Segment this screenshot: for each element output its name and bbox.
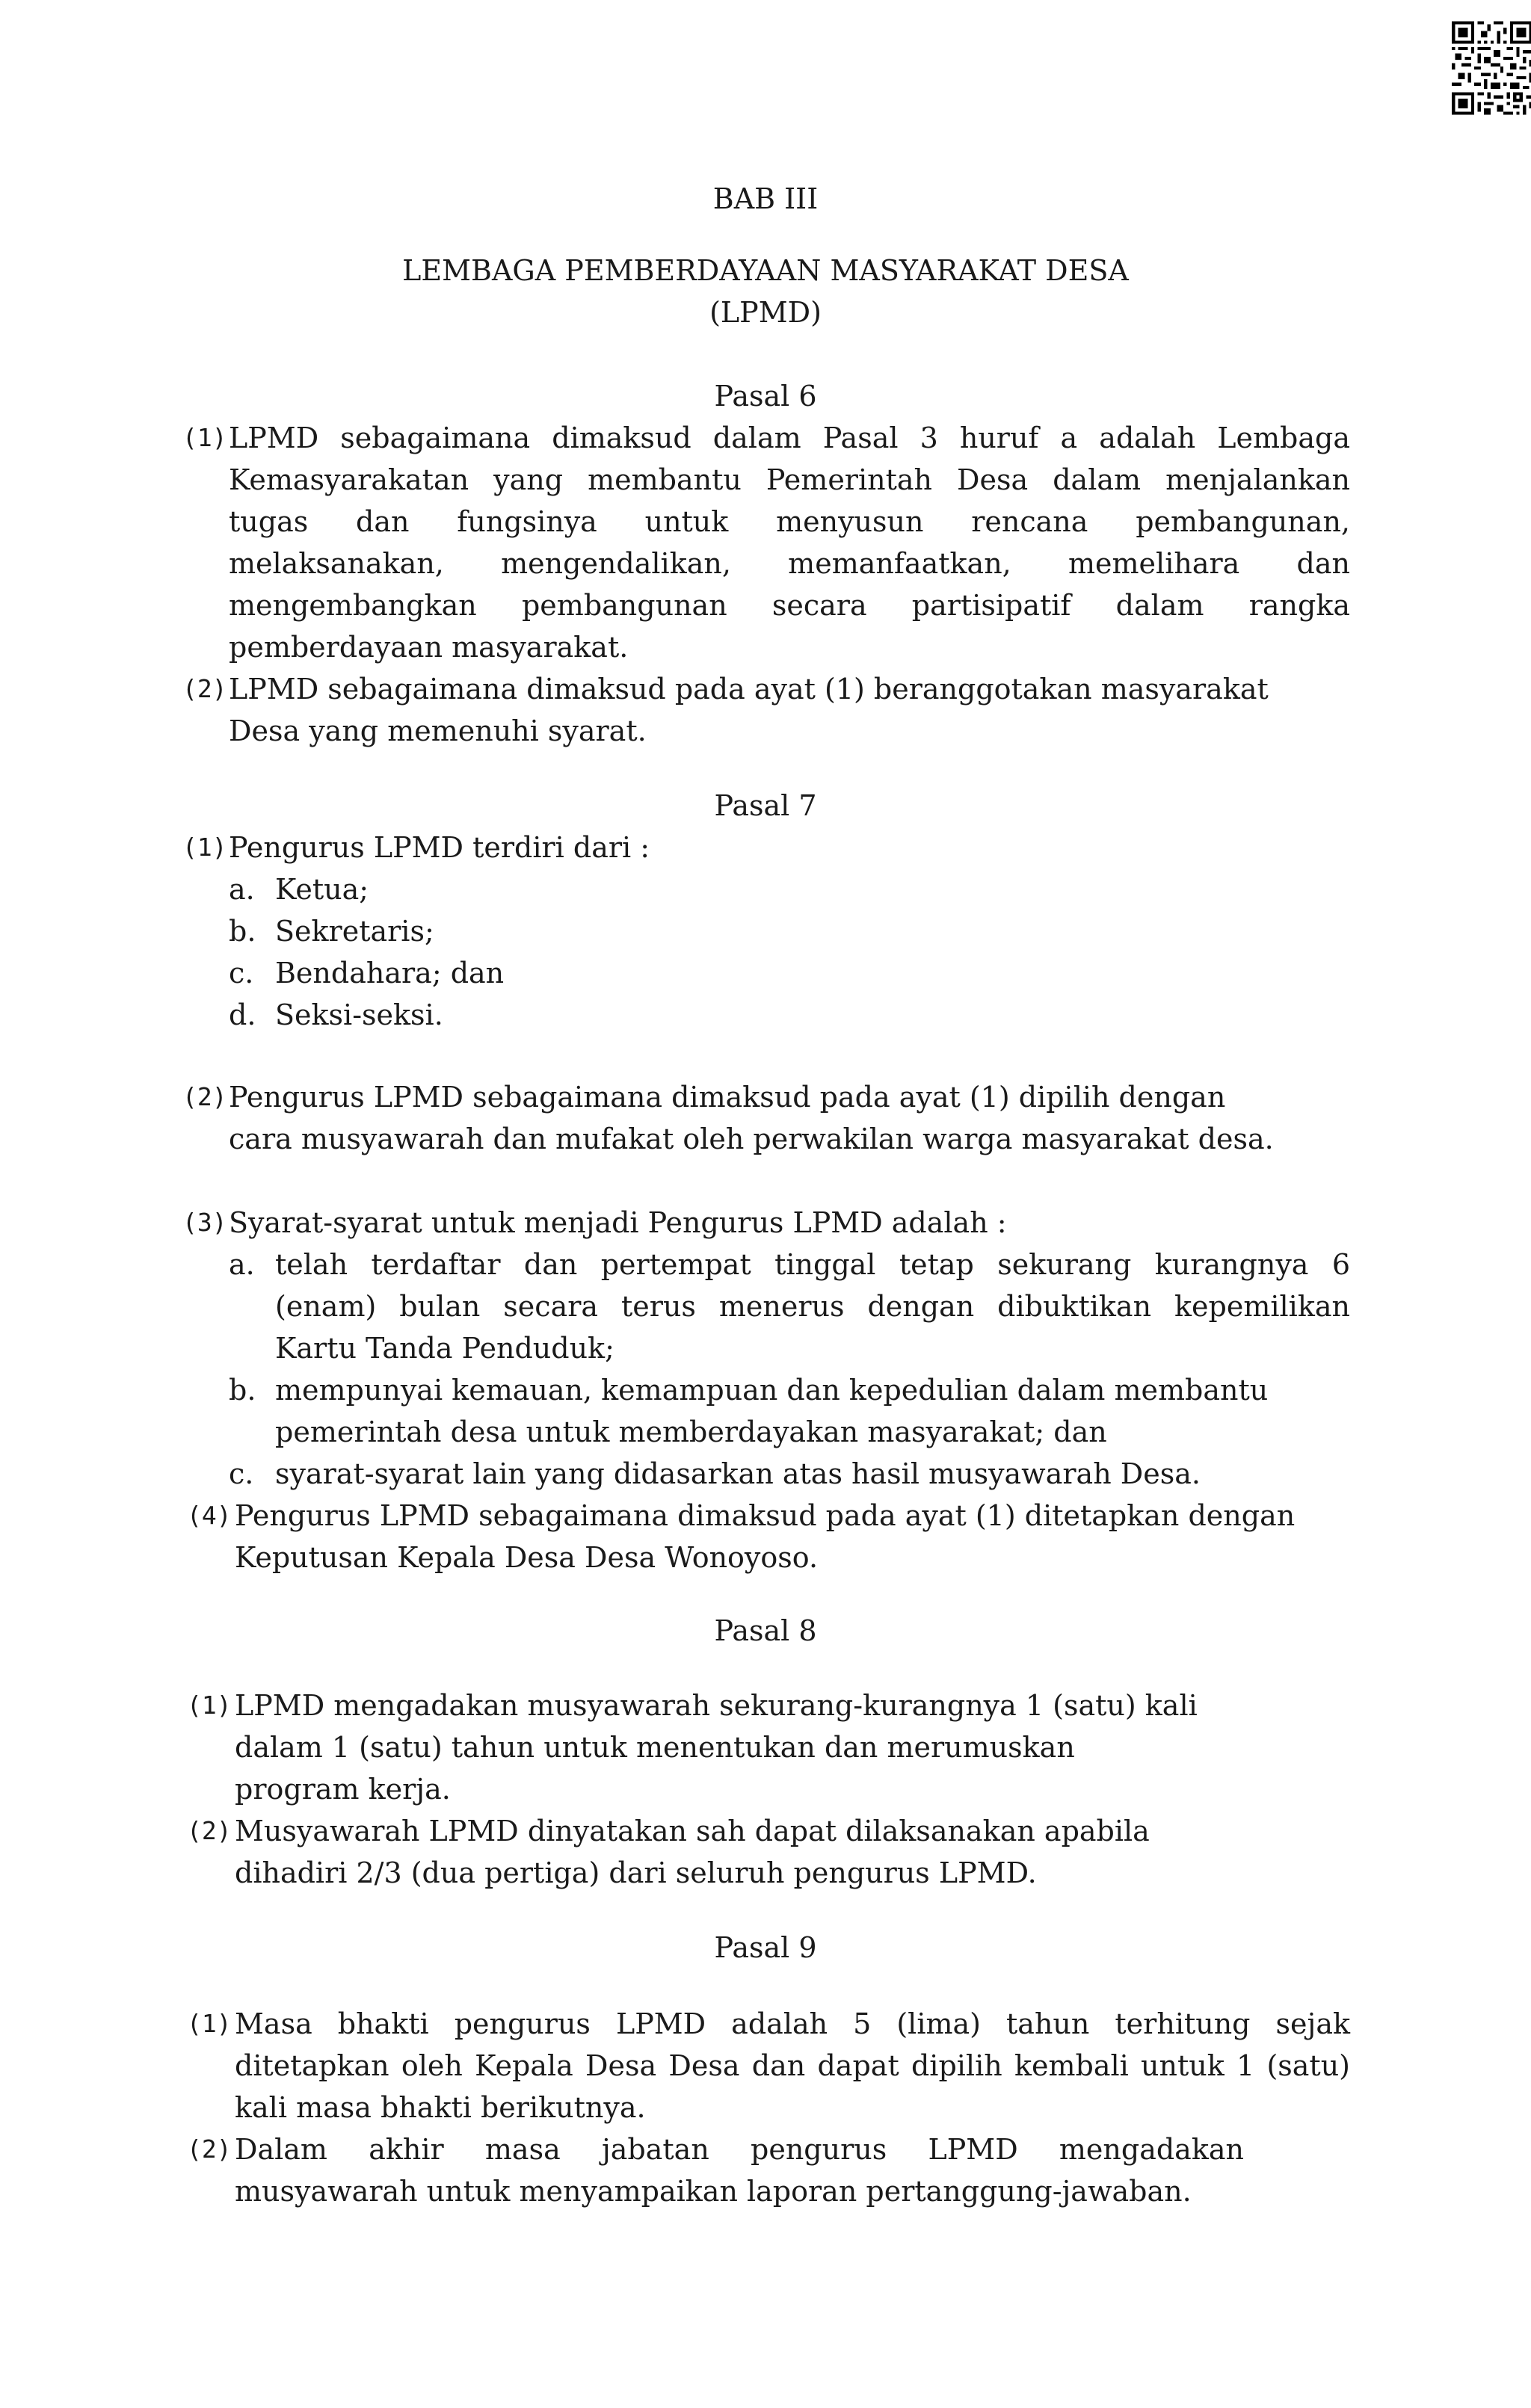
pasal-9-ayat-2-text <box>235 2128 1244 2212</box>
pasal-7-ayat-1-text: Pengurus LPMD terdiri dari : <box>229 831 650 864</box>
list-item-letter: d. <box>229 998 256 1031</box>
pasal-7-ayat-1-number: (1) <box>182 833 227 862</box>
pasal-9-heading: Pasal 9 <box>714 1931 817 1964</box>
text-line: Keputusan Kepala Desa Desa Wonoyoso. <box>235 1541 819 1574</box>
text-line: kali masa bhakti berikutnya. <box>235 2091 646 2124</box>
chapter-title: LEMBAGA PEMBERDAYAAN MASYARAKAT DESA <box>402 254 1129 287</box>
text-line: pemberdayaan masyarakat. <box>229 631 629 664</box>
text-line: Pengurus LPMD sebagaimana dimaksud pada ayat (1) ditetapkan dengan <box>235 1499 1296 1532</box>
list-item-text <box>275 1453 1350 1495</box>
text-line: LPMD sebagaimana dimaksud pada ayat (1) beranggotakan masyarakat <box>229 673 1269 706</box>
text-line: Musyawarah LPMD dinyatakan sah dapat dilaksanakan apabila <box>235 1815 1150 1847</box>
pasal-9-ayat-1-text <box>235 2003 1350 2128</box>
text-line: program kerja. <box>235 1773 451 1806</box>
text-line: musyawarah untuk menyampaikan laporan pertanggung-jawaban. <box>235 2175 1192 2208</box>
text-line: LPMD sebagaimana dimaksud dalam Pasal 3 huruf a adalah Lembaga <box>229 422 1350 454</box>
text-line: pemerintah desa untuk memberdayakan masyarakat; dan <box>275 1416 1107 1448</box>
list-item-letter: a. <box>229 873 255 906</box>
text-line: tugas dan fungsinya untuk menyusun rencana pembangunan, <box>229 505 1350 538</box>
qr-code-icon <box>1452 21 1531 115</box>
pasal-6-ayat-1-number: (1) <box>182 423 227 452</box>
text-line: telah terdaftar dan pertempat tinggal tetap sekurang kurangnya 6 <box>275 1248 1350 1281</box>
text-line: (enam) bulan secara terus menerus dengan dibuktikan kepemilikan <box>275 1290 1350 1323</box>
list-item-text: Sekretaris; <box>275 915 434 948</box>
pasal-8-heading: Pasal 8 <box>714 1614 817 1647</box>
text-line: mempunyai kemauan, kemampuan dan kepedulian dalam membantu <box>275 1374 1269 1407</box>
pasal-6-heading: Pasal 6 <box>714 380 817 413</box>
text-line: Pengurus LPMD sebagaimana dimaksud pada ayat (1) dipilih dengan <box>229 1081 1226 1114</box>
pasal-7-ayat-2-number: (2) <box>182 1082 227 1111</box>
pasal-8-ayat-1-number: (1) <box>187 1691 232 1720</box>
list-item-letter: c. <box>229 1457 254 1490</box>
pasal-6-ayat-2-text <box>229 668 1350 752</box>
pasal-6-ayat-2-number: (2) <box>182 674 227 703</box>
text-line: mengembangkan pembangunan secara partisipatif dalam rangka <box>229 589 1350 622</box>
text-line: Masa bhakti pengurus LPMD adalah 5 (lima) tahun terhitung sejak <box>235 2007 1350 2040</box>
list-item-text: Ketua; <box>275 873 369 906</box>
list-item-text <box>275 1369 1350 1453</box>
list-item-letter: b. <box>229 915 256 948</box>
text-line: ditetapkan oleh Kepala Desa Desa dan dapat dipilih kembali untuk 1 (satu) <box>235 2049 1350 2082</box>
list-item-text: Bendahara; dan <box>275 957 505 990</box>
pasal-7-ayat-3-number: (3) <box>182 1208 227 1237</box>
pasal-7-heading: Pasal 7 <box>714 789 817 822</box>
text-line: Kemasyarakatan yang membantu Pemerintah Desa dalam menjalankan <box>229 463 1350 496</box>
pasal-7-ayat-4-number: (4) <box>187 1501 232 1530</box>
text-line: melaksanakan, mengendalikan, memanfaatkan, memelihara dan <box>229 547 1350 580</box>
text-line: syarat-syarat lain yang didasarkan atas hasil musyawarah Desa. <box>275 1457 1201 1490</box>
chapter-number: BAB III <box>712 182 819 215</box>
text-line: cara musyawarah dan mufakat oleh perwakilan warga masyarakat desa. <box>229 1123 1274 1155</box>
pasal-6-ayat-1-text <box>229 417 1350 668</box>
list-item-text <box>275 1244 1350 1369</box>
pasal-8-ayat-1-text <box>235 1685 1356 1810</box>
pasal-8-ayat-2-text <box>235 1810 1356 1894</box>
list-item-letter: b. <box>229 1374 256 1407</box>
pasal-8-ayat-2-number: (2) <box>187 1816 232 1845</box>
list-item-letter: c. <box>229 957 254 990</box>
pasal-9-ayat-2-number: (2) <box>187 2134 232 2164</box>
pasal-7-ayat-4-text <box>235 1495 1356 1578</box>
pasal-7-ayat-2-text <box>229 1076 1350 1160</box>
text-line: LPMD mengadakan musyawarah sekurang-kurangnya 1 (satu) kali <box>235 1689 1198 1722</box>
text-line: Dalam akhir masa jabatan pengurus LPMD mengadakan <box>235 2133 1244 2166</box>
list-item-text: Seksi-seksi. <box>275 998 443 1031</box>
text-line: dalam 1 (satu) tahun untuk menentukan dan merumuskan <box>235 1731 1075 1764</box>
chapter-abbreviation: (LPMD) <box>709 296 822 329</box>
text-line: dihadiri 2/3 (dua pertiga) dari seluruh pengurus LPMD. <box>235 1856 1037 1889</box>
pasal-7-ayat-3-text: Syarat-syarat untuk menjadi Pengurus LPMD adalah : <box>229 1206 1007 1239</box>
pasal-9-ayat-1-number: (1) <box>187 2009 232 2038</box>
text-line: Kartu Tanda Penduduk; <box>275 1332 614 1365</box>
list-item-letter: a. <box>229 1248 255 1281</box>
text-line: Desa yang memenuhi syarat. <box>229 714 647 747</box>
